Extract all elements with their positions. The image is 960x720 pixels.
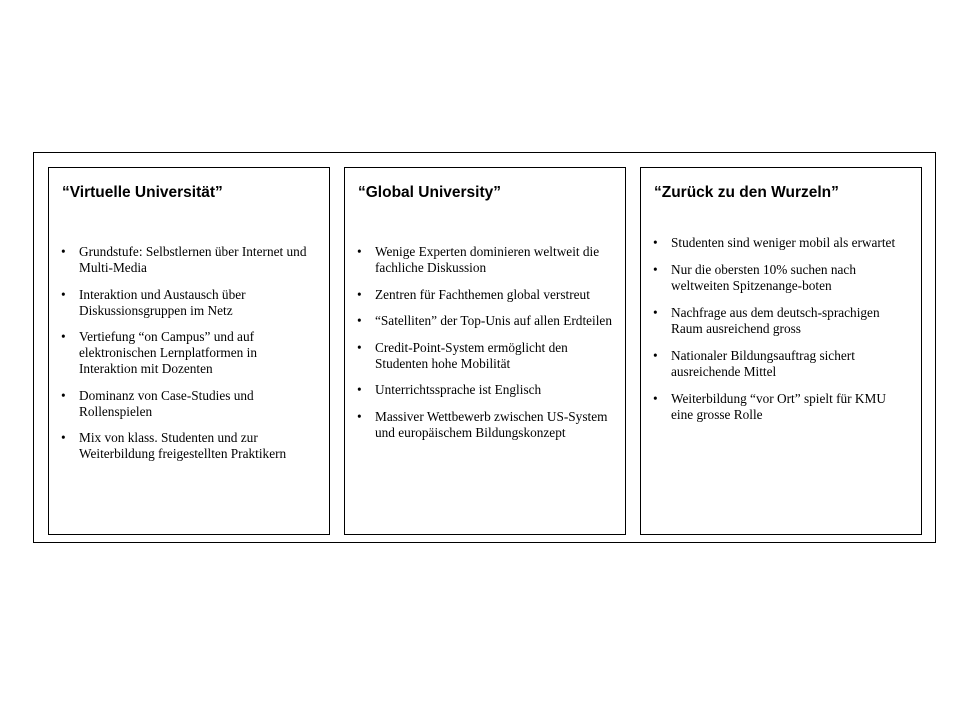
bullet-icon: • [357,244,362,259]
list-item-text: Nur die obersten 10% suchen nach weltweiten Spitzenange-boten [671,262,856,293]
list-item [61,329,317,377]
bullet-icon: • [61,286,66,302]
list-item [653,348,909,380]
list-item [357,313,613,329]
column-title: “Zurück zu den Wurzeln” [654,184,839,201]
list-item [357,409,613,441]
bullet-icon: • [357,313,362,328]
list-item-text: Dominanz von Case-Studies und Rollenspielen [79,387,254,419]
list-item [653,305,909,337]
list-item-text: Studenten sind weniger mobil als erwartet [671,235,896,250]
bullet-icon: • [357,408,362,424]
bullet-icon: • [61,329,66,344]
bullet-icon: • [357,339,362,355]
list-item-text: Massiver Wettbewerb zwischen US-System und europäischem Bildungskonzept [375,408,608,440]
list-item-text: “Satelliten” der Top-Unis auf allen Erdteilen [375,313,612,328]
list-item [357,382,613,398]
list-item-text: Unterrichtssprache ist Englisch [375,382,542,397]
bullet-list [653,235,909,434]
column-global-university [344,167,626,535]
list-item-text: Wenige Experten dominieren weltweit die fachliche Diskussion [375,244,600,275]
column-title: “Virtuelle Universität” [62,184,223,201]
list-item [61,388,317,420]
list-item-text: Weiterbildung “vor Ort” spielt für KMU eine grosse Rolle [671,391,886,422]
list-item-text: Zentren für Fachthemen global verstreut [375,286,590,302]
bullet-icon: • [357,286,362,302]
bullet-icon: • [653,391,658,406]
list-item [653,391,909,423]
list-item-text: Nachfrage aus dem deutsch-sprachigen Raum ausreichend gross [671,305,880,336]
bullet-icon: • [653,348,658,363]
list-item-text: Mix von klass. Studenten und zur Weiterbildung freigestellten Praktikern [79,430,287,461]
list-item [357,287,613,303]
bullet-icon: • [653,235,658,250]
bullet-icon: • [357,382,362,397]
list-item-text: Grundstufe: Selbstlernen über Internet und Multi-Media [79,244,307,275]
column-virtuelle-universitaet [48,167,330,535]
bullet-icon: • [653,305,658,320]
list-item [61,287,317,319]
list-item [653,235,909,251]
bullet-icon: • [61,387,66,403]
list-item [357,244,613,276]
list-item [653,262,909,294]
bullet-list [357,244,613,451]
bullet-icon: • [61,430,66,445]
list-item [357,340,613,372]
list-item-text: Credit-Point-System ermöglicht den Studenten hohe Mobilität [375,339,568,371]
column-zurueck-zu-den-wurzeln [640,167,922,535]
list-item [61,244,317,276]
list-item-text: Vertiefung “on Campus” und auf elektronischen Lernplatformen in Interaktion mit Dozenten [79,329,257,376]
column-title: “Global University” [358,184,501,201]
bullet-icon: • [61,244,66,259]
list-item-text: Interaktion und Austausch über Diskussionsgruppen im Netz [79,286,246,318]
bullet-icon: • [653,262,658,277]
list-item-text: Nationaler Bildungsauftrag sichert ausreichende Mittel [671,348,855,379]
bullet-list [61,244,317,473]
list-item [61,430,317,462]
